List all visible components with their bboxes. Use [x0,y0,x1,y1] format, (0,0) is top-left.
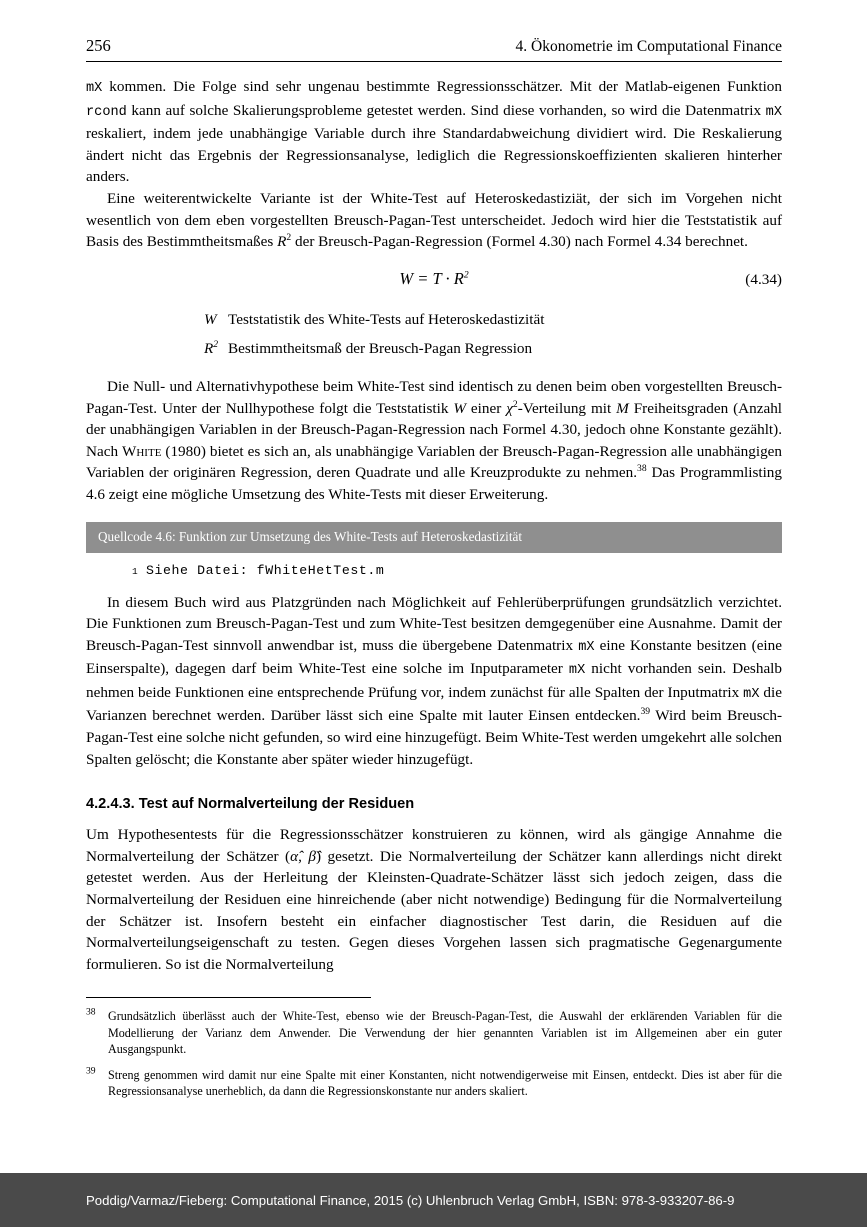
page-content [86,36,782,1108]
where-text-r2: Bestimmtheitsmaß der Breusch-Pagan Regression [228,340,533,358]
paragraph-4 [86,592,782,771]
paragraph-2-text-b: der Breusch-Pagan-Regression (Formel 4.30) nach Formel 4.34 berechnet. [291,233,748,251]
running-head [86,36,782,62]
footnote-38 [86,1008,782,1057]
paragraph-4-text-b: eine Konstante besitzen (eine Einserspalte), dagegen darf beim White-Test eine solche im Inputparameter [86,636,782,678]
superscript-2-inline: 2 [286,232,292,244]
code-listing-body [86,563,782,578]
symbol-alpha-hat: α̂ [290,847,299,865]
code-line-number: 1 [132,565,139,577]
footnote-38-text: Grundsätzlich überlässt auch der White-Test, ebenso wie der Breusch-Pagan-Test, die Auswahl der erklärenden Variablen für die Modellierung der Varianz dem Anwender. Die Verwendung der hier genannten Variablen ist im Allgemeinen aber ein guter Ausgangspunkt. [108,1009,782,1057]
code-listing-caption: Quellcode 4.6: Funktion zur Umsetzung des White-Tests auf Heteroskedastizität [86,522,782,553]
page-number: 256 [86,36,111,55]
paragraph-5-comma: , [298,847,309,865]
paragraph-3-text-a: Die Null- und Alternativhypothese beim White-Test sind identisch zu denen beim oben vorgestellten Breusch-Pagan-Test. Unter der Nullhypothese folgt die Teststatistik [86,377,782,417]
paragraph-4-text-c: nicht vorhanden sein. Deshalb nehmen beide Funktionen eine entsprechende Prüfung vor, indem zunächst für alle Spalten der Inputmatrix [86,660,782,701]
formula-expression: W = T · R [399,268,464,288]
symbol-beta-hat: β̂ [308,847,316,865]
formula-4-34-row [86,269,782,297]
formula-number: (4.34) [745,270,782,288]
paragraph-5-text-b: ) gesetzt. Die Normalverteilung der Schätzer kann allerdings nicht direkt getestet werden. Aus der Herleitung der Kleinsten-Quadrate-Schätzer lässt sich jedoch zeigen, dass die Normalverteilung der Residuen eine hinreichende (aber nicht notwendige) Bedingung für die Normalverteilung der Schätzer ist. Insofern besteht ein einfacher diagnostischer Test darin, die Residuen auf die Normalverteilungseigenschaft zu testen. Gegen dieses Vorgehen lassen sich pragmatische Gegenargumente formulieren. So ist die Normalverteilung [86,847,783,973]
symbol-chi-inline: χ [506,399,513,417]
where-text-w: Teststatistik des White-Tests auf Heteroskedastizität [228,310,545,328]
paragraph-3-text-e: (1980) bietet es sich an, als unabhängige Variablen der Breusch-Pagan-Regression alle unabhängigen Variablen der originären Regression, deren Quadrate und alle Kreuzprodukte zu nehmen. [86,442,782,482]
paragraph-3-text-b: einer [466,399,507,417]
paragraph-1-text-c: reskaliert, indem jede unabhängige Variable durch ihre Standardabweichung dividiert wird. Die Reskalierung ändert nicht das Ergebnis der Regressionsanalyse, lediglich die Regressionskoeffizienten skalieren hinterher anders. [86,125,782,186]
symbol-m-inline: M [616,399,629,417]
where-line-r2 [86,338,782,360]
footnote-39 [86,1067,782,1100]
formula-4-34 [86,269,782,289]
paragraph-4-text-d: die Varianzen berechnet werden. Darüber lässt sich eine Spalte mit lauter Einsen entdecken. [86,683,782,725]
citation-white: White [122,442,162,460]
paragraph-5 [86,824,782,975]
inline-code-mx-3: mX [578,639,595,655]
paragraph-1-text-b: kann auf solche Skalierungsprobleme getestet werden. Sind diese vorhanden, so wird die Datenmatrix [126,101,766,119]
footnote-separator [86,997,371,998]
paragraph-4-text-e: Wird beim Breusch-Pagan-Test eine solche nicht gefunden, so wird eine hinzugefügt. Beim White-Test werden umgekehrt alle solchen Spalten gelöscht; die Konstante aber später wieder hinzugefügt. [86,707,783,768]
code-line-text: Siehe Datei: fWhiteHetTest.m [146,562,385,578]
footnote-ref-39[interactable]: 39 [640,706,651,718]
paragraph-3-text-f: Das Programmlisting 4.6 zeigt eine mögliche Umsetzung des White-Tests mit dieser Erweiterung. [86,464,782,503]
where-symbol-r2: $R^2$ [204,339,219,358]
paragraph-1-text-a: kommen. Die Folge sind sehr ungenau bestimmte Regressionsschätzer. Mit der Matlab-eigenen Funktion [102,78,782,95]
inline-code-rcond: rcond [86,104,127,120]
inline-code-mx-5: mX [743,686,760,702]
paragraph-4-text-a: In diesem Buch wird aus Platzgründen nach Möglichkeit auf Fehlerüberprüfungen grundsätzlich verzichtet. Die Funktionen zum Breusch-Pagan-Test und zum White-Test besitzen demgegenüber eine Ausnahme. Damit der Breusch-Pagan-Test sinnvoll anwendbar ist, muss die übergebene Datenmatrix [86,593,782,654]
chapter-title: 4. Ökonometrie im Computational Finance [515,38,782,55]
copyright-banner [0,1173,867,1227]
paragraph-3-text-c: -Verteilung mit [517,399,617,417]
inline-code-mx-4: mX [568,663,586,679]
section-heading-4-2-4-3: 4.2.4.3. Test auf Normalverteilung der Residuen [86,796,415,813]
footnote-39-mark: 39 [86,1065,96,1077]
symbol-r-squared-inline: R [277,233,287,251]
paragraph-3-text-d: Freiheitsgraden (Anzahl der unabhängigen Variablen in der Breusch-Pagan-Regression nach Formel 4.30, jedoch ohne Konstante gezählt). Nach [86,399,783,460]
where-line-w [86,309,782,331]
inline-code-mx-2: mX [765,104,782,120]
paragraph-5-text-a: Um Hypothesentests für die Regressionsschätzer konstruieren zu können, wird als gängige Annahme die Normalverteilung der Schätzer ( [86,826,782,865]
where-symbol-w: W [204,310,217,328]
paragraph-1 [86,76,782,188]
symbol-chi-exponent: 2 [512,398,518,410]
inline-code-mx-1: mX [86,81,103,96]
formula-exponent: 2 [463,269,469,281]
paragraph-2-text-a: Eine weiterentwickelte Variante ist der White-Test auf Heteroskedastiziät, der sich im Vorgehen nicht wesentlich von dem eben vorgestellten Breusch-Pagan-Test unterscheidet. Jedoch wird hier die Teststatistik auf Basis des Bestimmtheitsmaßes [86,189,782,251]
paragraph-2 [86,188,782,253]
copyright-text: Poddig/Varmaz/Fieberg: Computational Finance, 2015 (c) Uhlenbruch Verlag GmbH, ISBN: 978-3-933207-86-9 [86,1192,735,1208]
footnote-ref-38[interactable]: 38 [637,463,647,475]
symbol-w-inline: W [453,399,467,417]
footnote-38-mark: 38 [86,1007,96,1019]
footnote-39-text: Streng genommen wird damit nur eine Spalte mit einer Konstanten, nicht notwendigerweise mit Einsen, entdeckt. Dies ist aber für die Regressionsanalyse unerheblich, da dann die Regressionskonstante nur anders skaliert. [108,1067,782,1099]
paragraph-3 [86,376,782,506]
